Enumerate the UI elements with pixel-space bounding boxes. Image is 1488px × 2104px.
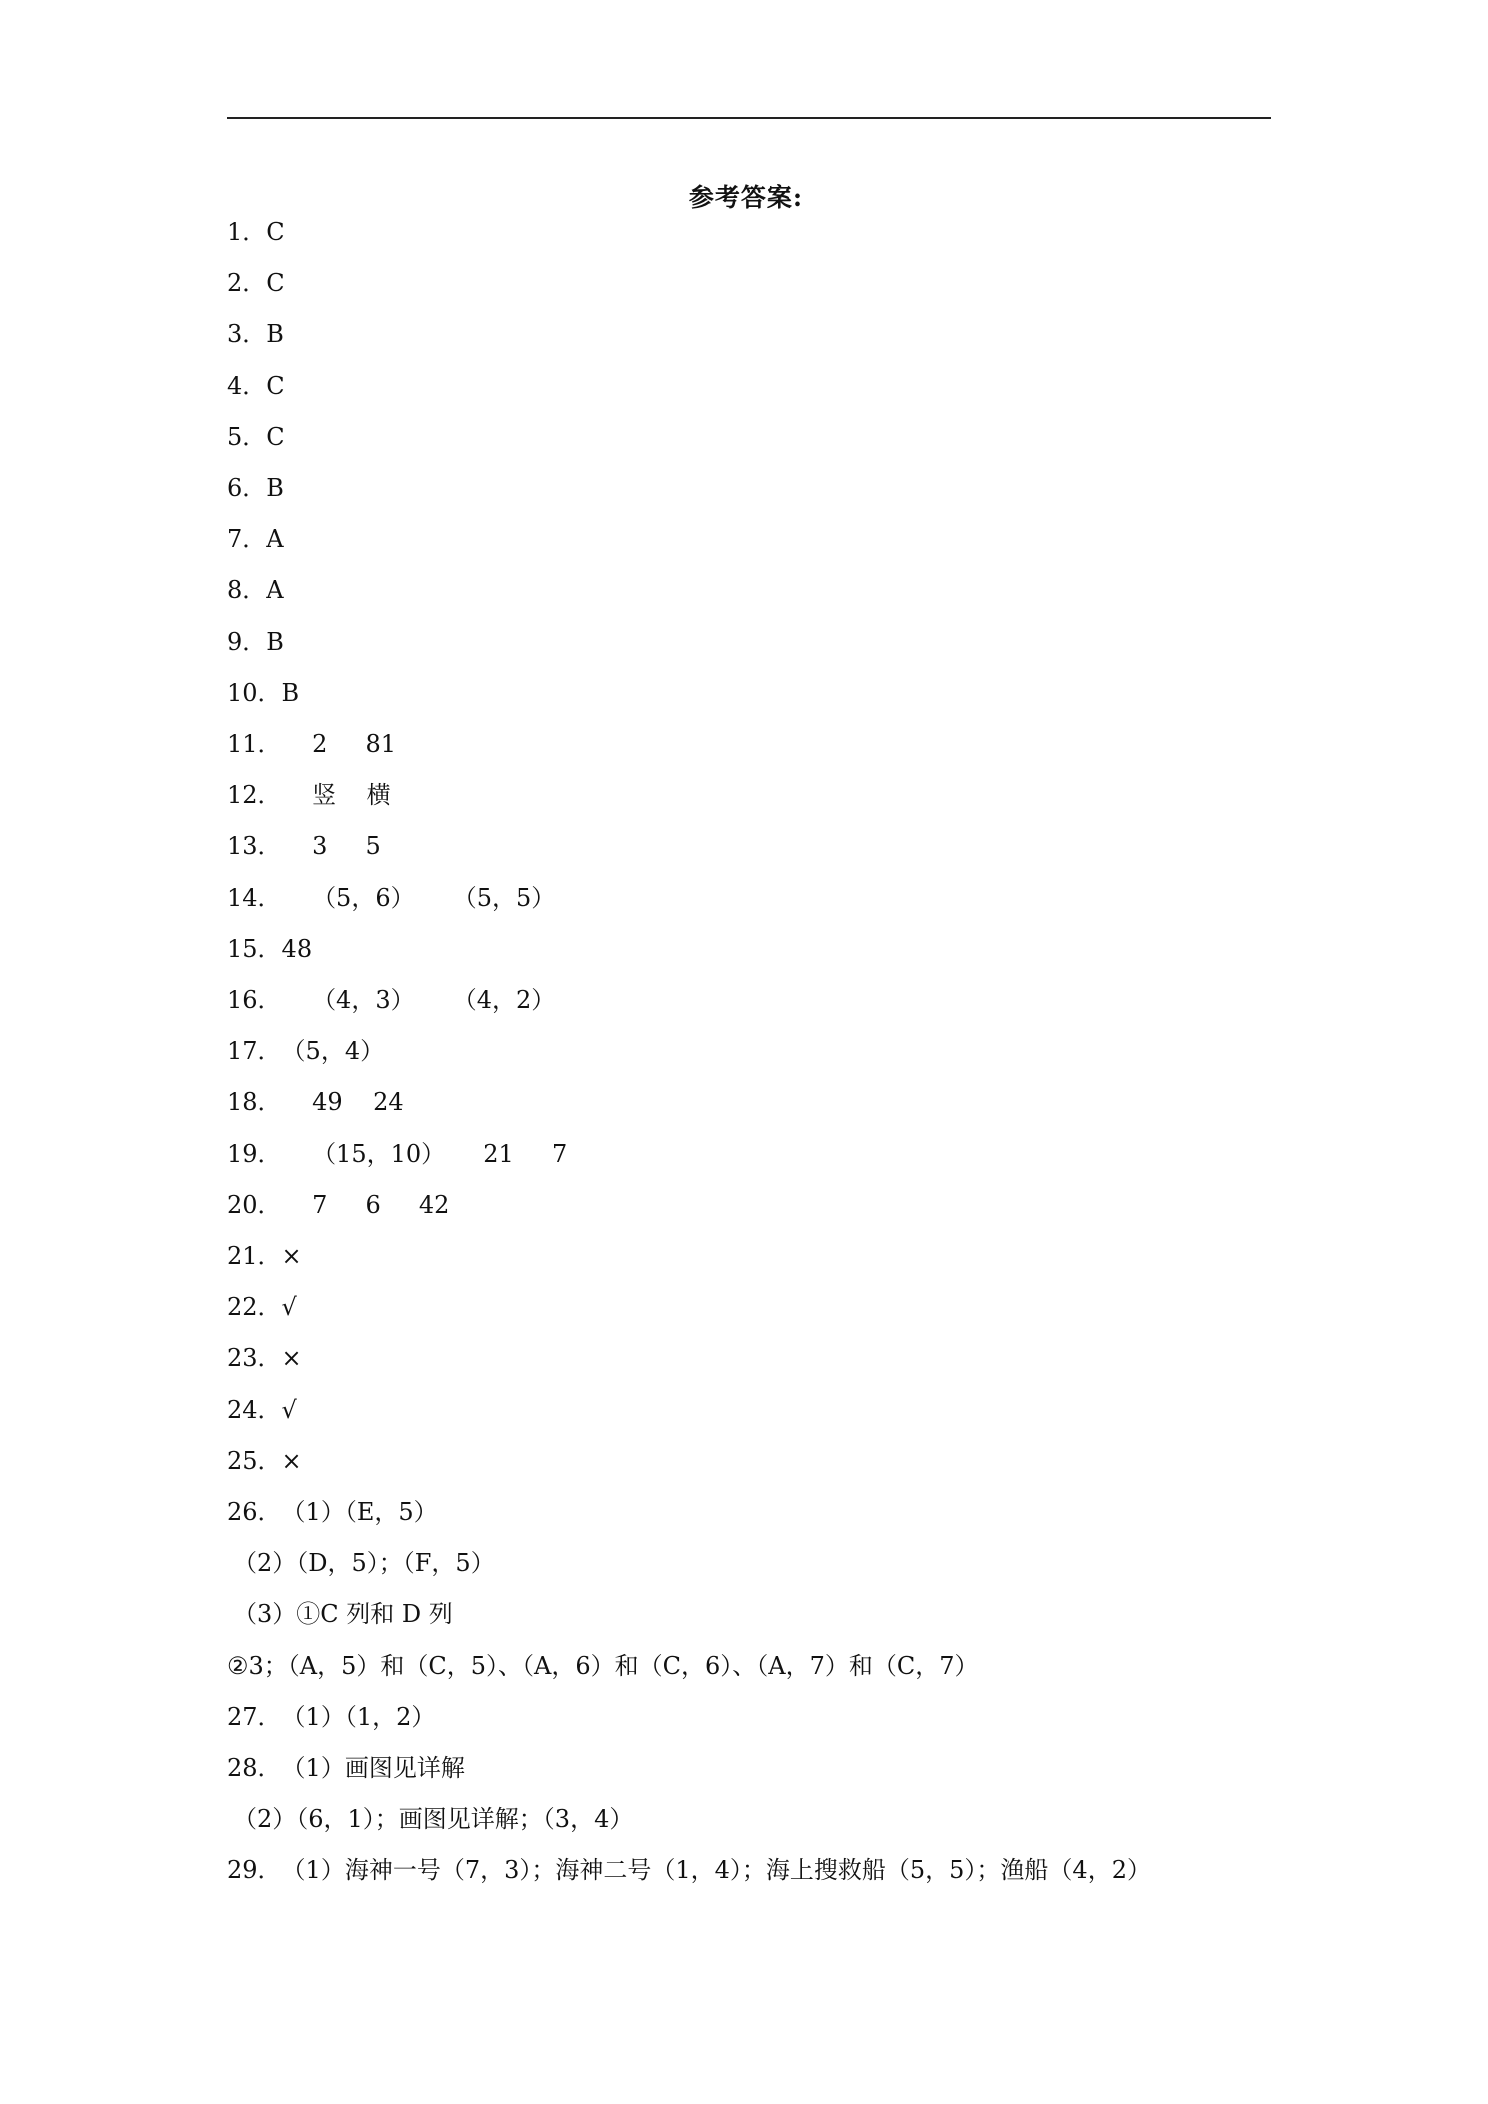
answer-number: 28． <box>227 1754 282 1782</box>
answer-text: B <box>266 320 284 349</box>
answer-item <box>227 726 396 762</box>
answer-item <box>233 1596 453 1632</box>
answer-item <box>227 1238 302 1274</box>
answer-text: 7 6 42 <box>281 1190 450 1219</box>
answer-item <box>227 1699 435 1735</box>
answer-item <box>227 931 312 967</box>
answer-item <box>227 1136 567 1172</box>
answer-number: 20． <box>227 1190 282 1219</box>
answer-item <box>227 1443 302 1479</box>
answer-item <box>227 316 284 352</box>
answer-number: 8． <box>227 576 267 605</box>
answer-item <box>227 1033 384 1069</box>
answer-number: 1． <box>227 218 267 246</box>
answer-text: （2）（6，1）；画图见详解；（3，4） <box>233 1805 634 1834</box>
answer-number: 12． <box>227 781 282 810</box>
header-rule <box>227 117 1271 119</box>
answer-item <box>227 1648 979 1684</box>
answer-number: 17． <box>227 1037 282 1066</box>
answer-text: 48 <box>281 934 313 963</box>
answer-item <box>227 1852 1151 1888</box>
answer-item <box>227 675 299 711</box>
answer-text: A <box>266 525 284 554</box>
answer-item <box>227 265 285 301</box>
answer-text: √ <box>281 1395 297 1424</box>
answer-number: 5． <box>227 422 267 451</box>
answer-number: 18． <box>227 1088 282 1117</box>
answer-text: C <box>266 269 285 298</box>
answer-text: × <box>281 1344 302 1373</box>
answer-item <box>227 419 285 455</box>
answer-item <box>227 1392 297 1428</box>
answer-text: （2）（D，5）；（F，5） <box>233 1549 495 1578</box>
answer-number: 13． <box>227 832 282 861</box>
answer-number: 21． <box>227 1242 282 1270</box>
answer-number: 23． <box>227 1344 282 1373</box>
answer-text: C <box>266 218 285 246</box>
answer-text: × <box>281 1446 302 1475</box>
answer-number: 16． <box>227 986 282 1014</box>
document-title: 参考答案: <box>688 183 804 212</box>
answer-text: （5，6） （5，5） <box>281 883 556 912</box>
answer-item <box>227 1750 465 1786</box>
answer-item <box>227 624 284 660</box>
answer-text: √ <box>281 1293 297 1322</box>
answer-number: 7． <box>227 525 267 554</box>
answer-text: （1）画图见详解 <box>281 1754 465 1782</box>
answer-number: 9． <box>227 627 267 656</box>
answer-item <box>227 982 555 1018</box>
answer-text: （1）（1，2） <box>281 1702 436 1731</box>
answer-number: 14． <box>227 883 282 912</box>
answer-text: B <box>266 627 284 656</box>
answer-number: 24． <box>227 1395 282 1424</box>
answer-item <box>227 470 284 506</box>
answer-number: 10． <box>227 678 282 707</box>
answer-item <box>227 777 391 813</box>
answer-text: A <box>266 576 284 605</box>
answer-item <box>233 1545 495 1581</box>
answer-item <box>227 1084 404 1120</box>
answer-item <box>227 1187 449 1223</box>
answer-item <box>227 880 555 916</box>
answer-item <box>227 521 284 557</box>
answer-number: 25． <box>227 1446 282 1475</box>
answer-text: （1）（E，5） <box>281 1498 438 1526</box>
answer-text: 2 81 <box>281 730 397 758</box>
answer-text: （15，10） 21 7 <box>281 1139 568 1168</box>
answer-text: 竖 横 <box>281 781 391 810</box>
answer-text: C <box>266 422 285 451</box>
answer-text: （4，3） （4，2） <box>281 986 556 1014</box>
answer-number: 3． <box>227 320 267 349</box>
answer-text: （1）海神一号（7，3）；海神二号（1，4）；海上搜救船（5，5）；渔船（4，2） <box>281 1856 1151 1885</box>
answer-item <box>227 368 285 404</box>
answer-text: （5，4） <box>281 1037 385 1066</box>
answer-item <box>227 828 381 864</box>
answer-text: 3 5 <box>281 832 381 861</box>
answer-item <box>227 214 285 250</box>
answer-number: 2． <box>227 269 267 298</box>
answer-text: （3）①C 列和 D 列 <box>233 1600 453 1629</box>
answer-number: 29． <box>227 1856 282 1885</box>
answer-item <box>227 572 284 608</box>
answer-number: 15． <box>227 934 282 963</box>
answer-text: ②3；（A，5）和（C，5）、（A，6）和（C，6）、（A，7）和（C，7） <box>227 1651 979 1680</box>
answer-number: 11． <box>227 730 282 758</box>
answer-item <box>227 1494 438 1530</box>
answer-text: 49 24 <box>281 1088 404 1117</box>
answer-number: 22． <box>227 1293 282 1322</box>
answer-text: B <box>281 678 300 707</box>
answer-item <box>227 1340 302 1376</box>
answer-text: B <box>266 474 284 502</box>
answer-number: 6． <box>227 474 267 502</box>
answer-number: 26． <box>227 1498 282 1526</box>
answer-item <box>233 1801 633 1837</box>
answer-number: 4． <box>227 371 267 400</box>
answer-number: 27． <box>227 1702 282 1731</box>
answer-text: × <box>281 1242 302 1270</box>
answer-number: 19． <box>227 1139 282 1168</box>
answer-item <box>227 1289 297 1325</box>
answer-text: C <box>266 371 285 400</box>
